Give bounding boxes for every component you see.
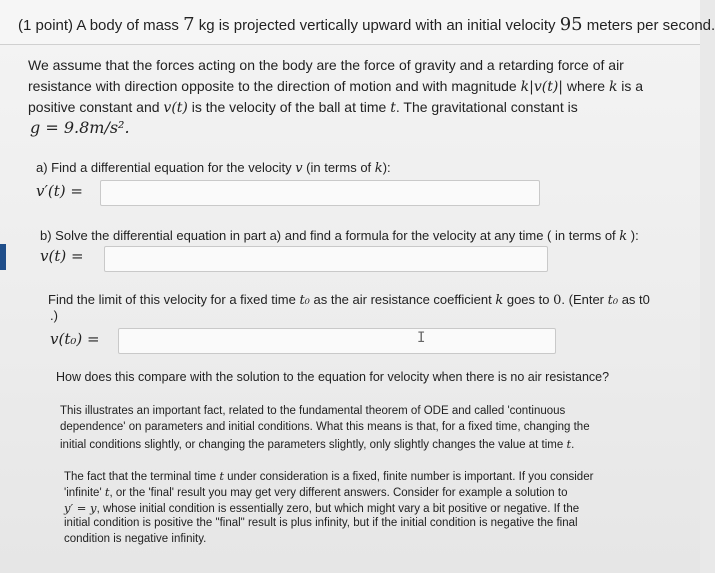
part-c-prefix: Find the limit of this velocity for a fixed time [48, 292, 300, 307]
part-a-k: k [374, 161, 383, 176]
intro-line-2 [28, 78, 643, 95]
part-c-label: v(t₀) = [50, 330, 100, 348]
explanation-2-line-4: initial condition is positive the "final" result is plus infinity, but if the initial condition is negative the final [64, 517, 578, 529]
intro-line-3c: . The gravitational constant is [395, 99, 578, 115]
explanation-2-line-2 [64, 485, 567, 499]
intro-line-2b: where [563, 78, 609, 94]
part-a-suffix: ): [382, 160, 391, 175]
intro-line-3b: is the velocity of the ball at time [187, 99, 391, 115]
header-suffix: meters per second. [582, 17, 715, 34]
velocity-value: 95 [559, 14, 583, 35]
header-mid: kg is projected vertically upward with an initial velocity [194, 17, 560, 34]
part-c-mid3: . (Enter [561, 292, 608, 307]
explanation-2-line-2a: 'infinite' [64, 487, 105, 499]
part-b-label: v(t) = [40, 247, 84, 265]
intro-line-2c: is a [617, 78, 644, 94]
part-a-mid: (in terms of [302, 160, 375, 175]
mass-value: 7 [183, 14, 195, 35]
text-cursor-icon: I [417, 330, 426, 346]
explanation-2-line-3b: , whose initial condition is essentially zero, but which might vary a bit positive or negative. If the [96, 503, 580, 515]
part-a-v: v [295, 161, 303, 176]
explanation-2-line-1 [64, 469, 593, 483]
part-c-prompt-line-2: .) [50, 308, 58, 323]
gravity-constant: g = 9.8m/s². [30, 118, 130, 137]
explanation-1-line-3b: . [571, 439, 575, 451]
part-b-prefix: b) Solve the differential equation in part a) and find a formula for the velocity at any time ( in terms of [40, 228, 620, 243]
left-edge-marker [0, 244, 6, 270]
intro-line-3 [28, 99, 578, 116]
part-c-suffix: as t0 [618, 292, 650, 307]
part-c-prompt [48, 292, 650, 308]
explanation-1-line-3a: initial conditions slightly, or changing the parameters slightly, only slightly changes the value at time [60, 439, 567, 451]
intro-t: t [390, 100, 396, 116]
part-a-prompt [36, 160, 391, 176]
intro-line-3a: positive constant and [28, 99, 164, 115]
intro-k: k [608, 79, 618, 95]
intro-expr: k|v(t)| [520, 79, 564, 95]
header-prefix: (1 point) A body of mass [18, 17, 184, 34]
explanation-2-line-1b: under consideration is a fixed, finite number is important. If you consider [223, 471, 594, 483]
part-b-prompt [40, 228, 639, 244]
part-b-suffix: ): [627, 228, 639, 243]
part-c-answer-input[interactable] [118, 328, 556, 354]
part-c-k: k [495, 293, 504, 308]
explanation-2-line-5: condition is negative infinity. [64, 533, 207, 545]
part-b-k: k [619, 229, 628, 244]
explanation-2-line-2b: , or the 'final' result you may get very different answers. Consider for example a solution to [109, 487, 568, 499]
problem-header [18, 14, 715, 35]
intro-v: v(t) [163, 100, 188, 116]
explanation-2-t1: t [219, 469, 224, 483]
part-c-t0: t₀ [299, 293, 310, 308]
part-c-t0b: t₀ [607, 293, 619, 308]
part-b-answer-input[interactable] [104, 246, 548, 272]
part-a-prefix: a) Find a differential equation for the velocity [36, 160, 296, 175]
explanation-1-line-1: This illustrates an important fact, related to the fundamental theorem of ODE and called 'continuous [60, 405, 566, 417]
part-a-label: v′(t) = [36, 182, 83, 200]
intro-line-1: We assume that the forces acting on the body are the force of gravity and a retarding force of air [28, 57, 624, 73]
explanation-1-line-2: dependence' on parameters and initial conditions. What this means is that, for a fixed time, changing the [60, 421, 590, 433]
part-c-mid: as the air resistance coefficient [309, 292, 496, 307]
part-a-answer-input[interactable] [100, 180, 540, 206]
explanation-1-t: t [566, 437, 572, 451]
part-c-zero: 0 [553, 293, 562, 308]
explanation-2-line-1a: The fact that the terminal time [64, 471, 220, 483]
explanation-2-expr: y′ = y [64, 501, 97, 515]
intro-line-2a: resistance with direction opposite to the direction of motion and with magnitude [28, 78, 521, 94]
explanation-2-line-3 [64, 501, 579, 515]
part-c-mid2: goes to [503, 292, 554, 307]
explanation-1-line-3 [60, 437, 574, 451]
compare-question: How does this compare with the solution to the equation for velocity when there is no air resistance? [56, 370, 610, 384]
explanation-2-t2: t [104, 485, 110, 499]
